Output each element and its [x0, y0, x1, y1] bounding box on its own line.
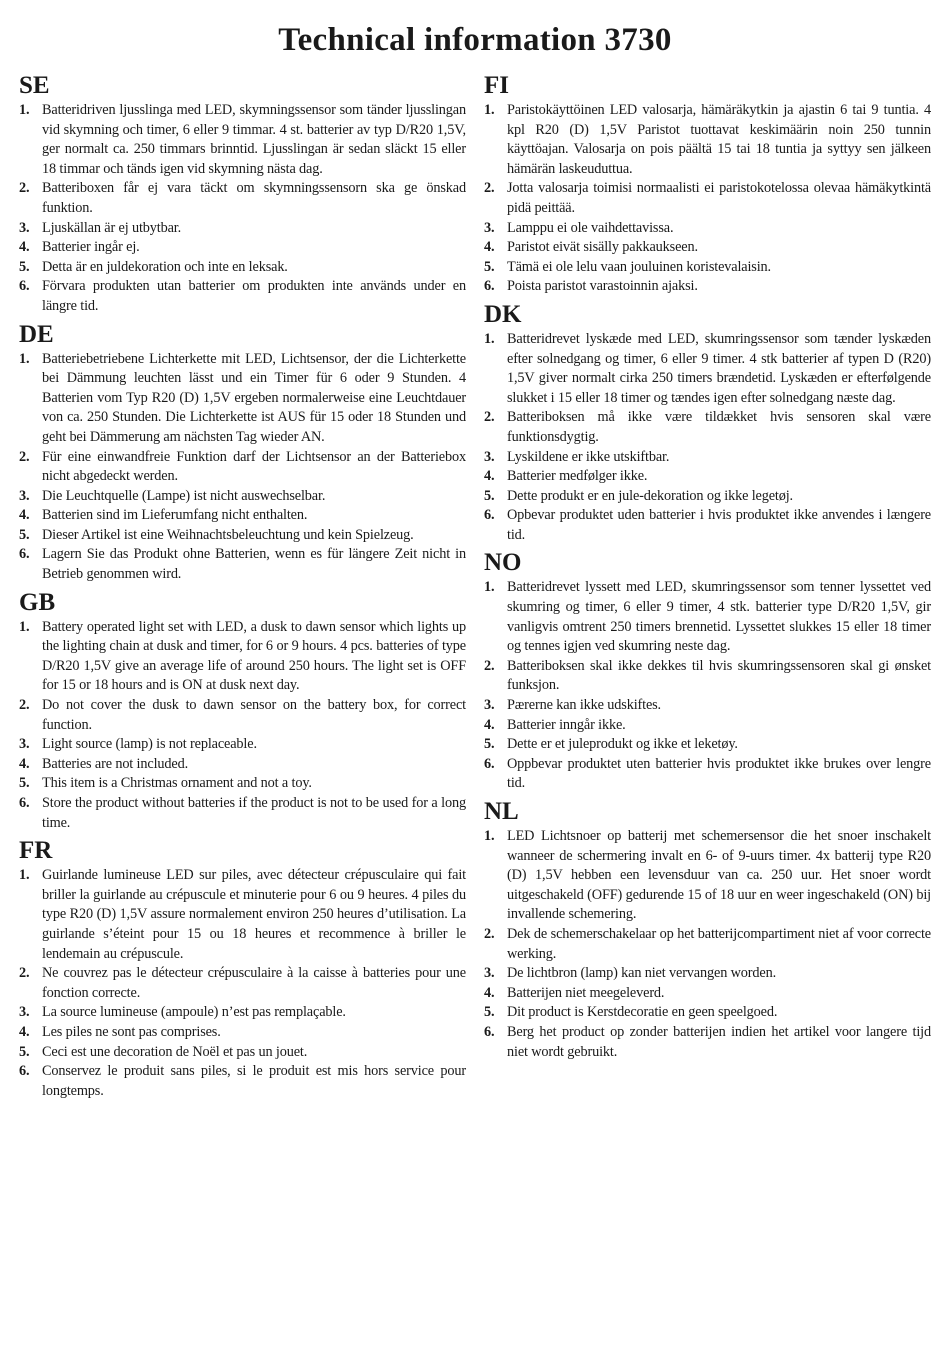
item-number: 3.: [484, 448, 495, 465]
item-number: 2.: [484, 657, 495, 674]
instruction-list: [19, 101, 466, 317]
item-text: Batteriboksen skal ikke dekkes til hvis skumringssensoren skal gi ønsket funksjon.: [507, 657, 931, 694]
item-number: 6.: [19, 795, 30, 811]
instruction-list: [19, 350, 466, 585]
item-number: 2.: [484, 180, 495, 197]
instruction-item: [484, 258, 931, 278]
item-number: 2.: [19, 448, 30, 465]
instruction-item: [19, 179, 466, 218]
item-number: 5.: [484, 487, 495, 504]
language-section-de: [19, 321, 466, 585]
instruction-item: [19, 1062, 466, 1101]
language-code: DE: [19, 320, 54, 348]
item-number: 4.: [19, 507, 30, 524]
instruction-item: [484, 1003, 931, 1023]
item-number: 4.: [484, 716, 495, 733]
instruction-item: [484, 578, 931, 656]
instruction-item: [19, 350, 466, 448]
instruction-item: [484, 277, 931, 297]
instruction-item: [484, 238, 931, 258]
item-number: 1.: [19, 102, 30, 118]
item-number: 1.: [484, 579, 495, 596]
instruction-item: [484, 657, 931, 696]
instruction-item: [484, 408, 931, 447]
item-text: Batterier ingår ej.: [42, 239, 140, 256]
item-text: Dit product is Kerstdecoratie en geen speelgoed.: [507, 1004, 778, 1021]
item-number: 6.: [484, 755, 495, 772]
language-code: DK: [484, 300, 522, 328]
instruction-item: [484, 448, 931, 468]
item-number: 3.: [484, 219, 495, 236]
item-text: Pærerne kan ikke udskiftes.: [507, 697, 661, 714]
item-number: 3.: [19, 1004, 30, 1021]
item-text: Batteriboxen får ej vara täckt om skymningssensorn ska ge önskad funktion.: [42, 180, 466, 216]
item-number: 5.: [484, 258, 495, 275]
item-text: Batteriboksen må ikke være tildækket hvis sensoren skal være funktionsdygtig.: [507, 409, 931, 445]
item-number: 4.: [484, 239, 495, 256]
instruction-item: [484, 696, 931, 716]
instruction-item: [19, 866, 466, 964]
item-text: Tämä ei ole lelu vaan jouluinen koristevalaisin.: [507, 258, 771, 275]
item-text: Batteridrevet lyskæde med LED, skumringssensor som tænder lyskæden efter solnedgang og timer, 6 eller 9 timer. 4 stk batterier af typen D (R20) 1,5V giver normalt cirka 250 timers brændetid. Lyskæden er efterfølgende slukket i 15 eller 18 timer og tændes igen efter solnedgang næste dag.: [507, 330, 931, 406]
item-text: Paristot eivät sisälly pakkaukseen.: [507, 239, 698, 256]
item-number: 6.: [19, 546, 30, 563]
instruction-item: [484, 467, 931, 487]
language-code: FR: [19, 837, 53, 865]
item-number: 1.: [484, 828, 495, 844]
item-text: De lichtbron (lamp) kan niet vervangen worden.: [507, 965, 777, 982]
item-text: Dek de schemerschakelaar op het batterijcompartiment niet af voor correcte werking.: [507, 925, 931, 962]
item-text: Dette produkt er en jule-dekoration og ikke legetøj.: [507, 487, 793, 504]
left-column: [19, 72, 466, 1105]
language-code: SE: [19, 72, 50, 99]
item-text: Detta är en juldekoration och inte en leksak.: [42, 258, 288, 275]
instruction-item: [19, 101, 466, 179]
item-number: 2.: [484, 409, 495, 426]
instruction-item: [19, 696, 466, 735]
item-number: 6.: [19, 1063, 30, 1080]
item-number: 5.: [484, 736, 495, 753]
page-title: Technical information 3730: [278, 22, 672, 58]
instruction-item: [19, 1023, 466, 1043]
instruction-item: [484, 827, 931, 925]
item-text: Les piles ne sont pas comprises.: [42, 1023, 221, 1040]
language-code: NL: [484, 798, 519, 825]
item-number: 1.: [484, 102, 495, 118]
instruction-item: [19, 735, 466, 755]
item-number: 2.: [19, 965, 30, 982]
item-text: Lamppu ei ole vaihdettavissa.: [507, 219, 674, 236]
item-number: 4.: [484, 468, 495, 485]
language-section-nl: [484, 798, 931, 1062]
item-text: Berg het product op zonder batterijen indien het artikel voor langere tijd niet wordt gebruikt.: [507, 1023, 931, 1060]
instruction-item: [19, 487, 466, 507]
language-section-se: [19, 72, 466, 317]
item-number: 4.: [484, 984, 495, 1001]
item-text: Batteries are not included.: [42, 755, 189, 772]
item-number: 4.: [19, 1023, 30, 1040]
instruction-list: [19, 618, 466, 834]
item-text: Ceci est une decoration de Noël et pas un jouet.: [42, 1043, 308, 1060]
instruction-item: [19, 618, 466, 696]
instruction-item: [19, 238, 466, 258]
instruction-item: [19, 219, 466, 239]
item-text: Die Leuchtquelle (Lampe) ist nicht auswechselbar.: [42, 487, 326, 504]
language-code: FI: [484, 72, 509, 99]
item-text: Oppbevar produktet uten batterier hvis produktet ikke brukes over lengre tid.: [507, 755, 931, 792]
item-number: 4.: [19, 239, 30, 256]
instruction-item: [484, 506, 931, 545]
instruction-item: [484, 964, 931, 984]
instruction-list: [484, 330, 931, 546]
language-section-dk: [484, 301, 931, 546]
item-text: Jotta valosarja toimisi normaalisti ei paristokotelossa olevaa hämäkytkintä pidä peittää.: [507, 180, 931, 216]
instruction-item: [19, 794, 466, 833]
item-text: Batterijen niet meegeleverd.: [507, 984, 665, 1001]
item-text: Dieser Artikel ist eine Weihnachtsbeleuchtung und kein Spielzeug.: [42, 526, 414, 543]
item-number: 4.: [19, 755, 30, 772]
item-number: 3.: [19, 487, 30, 504]
item-number: 5.: [19, 775, 30, 792]
item-text: Light source (lamp) is not replaceable.: [42, 736, 257, 753]
right-column: [484, 72, 931, 1066]
item-number: 3.: [19, 736, 30, 753]
item-text: Batteriebetriebene Lichterkette mit LED, Lichtsensor, der die Lichterkette bei Dämmung leuchten lässt und ein Timer für 6 oder 9 Stunden. 4 Batterien vom Typ R20 (D) 1,5V ergeben normalerweise eine Leuchtdauer von ca. 250 Stunden. Die Lichterkette ist AUS für 15 oder 18 Stunden und geht bei Dämmerung am nächsten Tag wieder AN.: [42, 350, 466, 445]
item-text: Opbevar produktet uden batterier i hvis produktet ikke anvendes i længere tid.: [507, 507, 931, 543]
item-text: Dette er et juleprodukt og ikke et leketøy.: [507, 736, 738, 753]
item-number: 2.: [19, 697, 30, 714]
item-text: Batterien sind im Lieferumfang nicht enthalten.: [42, 507, 308, 524]
item-number: 1.: [19, 350, 30, 367]
instruction-item: [484, 716, 931, 736]
item-number: 6.: [484, 278, 495, 295]
item-text: Batterier inngår ikke.: [507, 716, 626, 733]
instruction-item: [19, 448, 466, 487]
language-section-fi: [484, 72, 931, 297]
language-code: GB: [19, 588, 56, 616]
item-number: 3.: [484, 697, 495, 714]
item-number: 1.: [19, 618, 30, 635]
instruction-item: [19, 774, 466, 794]
item-number: 6.: [19, 278, 30, 295]
item-text: La source lumineuse (ampoule) n’est pas remplaçable.: [42, 1004, 346, 1021]
item-number: 5.: [484, 1004, 495, 1021]
item-number: 6.: [484, 1023, 495, 1040]
instruction-item: [484, 735, 931, 755]
item-text: Ljuskällan är ej utbytbar.: [42, 219, 182, 236]
item-text: Battery operated light set with LED, a dusk to dawn sensor which lights up the lighting chain at dusk and timer, for 6 or 9 hours. 4 pcs. batteries of type D/R20 1,5V give an average life of around 250 hours. The light set is OFF for 15 or 18 hours and is ON at dusk next day.: [42, 618, 466, 694]
instruction-item: [484, 487, 931, 507]
item-number: 2.: [19, 180, 30, 197]
item-text: Paristokäyttöinen LED valosarja, hämäräkytkin ja ajastin 6 tai 9 tuntia. 4 kpl R20 (D) 1,5V Paristot tuottavat keskimäärin noin 250 tunnin käyttöajan. Valosarja on pois päältä 15 tai 18 tuntia ja syttyy sen jälkeen hämärän laskeuduttua.: [507, 102, 931, 177]
item-text: Ne couvrez pas le détecteur crépusculaire à la caisse à batteries pour une fonction correcte.: [42, 965, 466, 1001]
instruction-item: [484, 755, 931, 794]
item-text: LED Lichtsnoer op batterij met schemersensor die het snoer inschakelt wanneer de schermering invalt en 6- of 9-uurs timer. 4x batterij type R20 (D) 1,5V hebben een levensduur van ca. 250 uur. Het snoer wordt uitgeschakeld (OFF) gedurende 15 of 18 uur en weer ingeschakeld (ON) bij invallende schemering.: [507, 828, 931, 923]
item-number: 6.: [484, 507, 495, 524]
instruction-item: [19, 277, 466, 316]
item-number: 3.: [19, 219, 30, 236]
instruction-item: [19, 1003, 466, 1023]
item-text: Für eine einwandfreie Funktion darf der Lichtsensor an der Batteriebox nicht abgedeckt werden.: [42, 448, 466, 485]
instruction-item: [484, 101, 931, 179]
language-code: NO: [484, 549, 522, 577]
instruction-item: [484, 1023, 931, 1062]
item-text: Batteridrevet lyssett med LED, skumringssensor som tenner lyssettet ved skumring og timer, 6 eller 9 timer, 4 stk. batterier type D/R20 1,5V, gir vanligvis omtrent 250 timers brennetid. Lyssettet slukkes 15 eller 18 timer og tennes igjen ved skumring neste dag.: [507, 579, 931, 655]
instruction-item: [484, 179, 931, 218]
item-text: This item is a Christmas ornament and not a toy.: [42, 775, 312, 792]
item-number: 5.: [19, 1043, 30, 1060]
language-section-fr: [19, 837, 466, 1101]
instruction-item: [19, 506, 466, 526]
item-text: Förvara produkten utan batterier om produkten inte används under en längre tid.: [42, 278, 466, 314]
item-text: Lagern Sie das Produkt ohne Batterien, wenn es für längere Zeit nicht in Betrieb genommen wird.: [42, 546, 466, 583]
item-text: Guirlande lumineuse LED sur piles, avec détecteur crépusculaire qui fait briller la guirlande au crépuscule et minuterie pour 6 ou 9 heures. 4 piles du type R20 (D) 1,5V assure normalement environ 250 heures d’utilisation. La guirlande s’éteint pour 15 ou 18 heures et recommence à briller le lendemain au crépuscule.: [42, 867, 466, 962]
item-number: 3.: [484, 965, 495, 982]
item-number: 1.: [484, 330, 495, 347]
instruction-item: [484, 219, 931, 239]
item-text: Do not cover the dusk to dawn sensor on the battery box, for correct function.: [42, 697, 466, 733]
instruction-item: [19, 258, 466, 278]
item-text: Poista paristot varastoinnin ajaksi.: [507, 278, 698, 295]
language-section-gb: [19, 589, 466, 834]
item-text: Conservez le produit sans piles, si le produit est mis hors service pour longtemps.: [42, 1063, 466, 1099]
instruction-item: [19, 526, 466, 546]
item-number: 2.: [484, 925, 495, 942]
item-number: 5.: [19, 526, 30, 543]
instruction-item: [19, 755, 466, 775]
instruction-item: [19, 964, 466, 1003]
instruction-item: [484, 984, 931, 1004]
instruction-item: [484, 925, 931, 964]
item-text: Batteridriven ljusslinga med LED, skymningssensor som tänder ljusslingan vid skymning och timer, 6 eller 9 timmar. 4 st. batterier av typ D/R20 1,5V, ger normalt ca. 250 timmars brinntid. Ljusslingan är sedan släckt 15 eller 18 timmar och tänds igen vid skymning nästa dag.: [42, 102, 466, 177]
item-text: Store the product without batteries if the product is not to be used for a long time.: [42, 795, 466, 831]
instruction-item: [19, 1043, 466, 1063]
instruction-item: [484, 330, 931, 408]
instruction-list: [484, 827, 931, 1062]
instruction-item: [19, 545, 466, 584]
instruction-list: [19, 866, 466, 1101]
instruction-list: [484, 101, 931, 297]
item-text: Batterier medfølger ikke.: [507, 468, 648, 485]
language-section-no: [484, 549, 931, 794]
item-text: Lyskildene er ikke utskiftbar.: [507, 448, 670, 465]
item-number: 1.: [19, 867, 30, 884]
item-number: 5.: [19, 258, 30, 275]
instruction-list: [484, 578, 931, 794]
